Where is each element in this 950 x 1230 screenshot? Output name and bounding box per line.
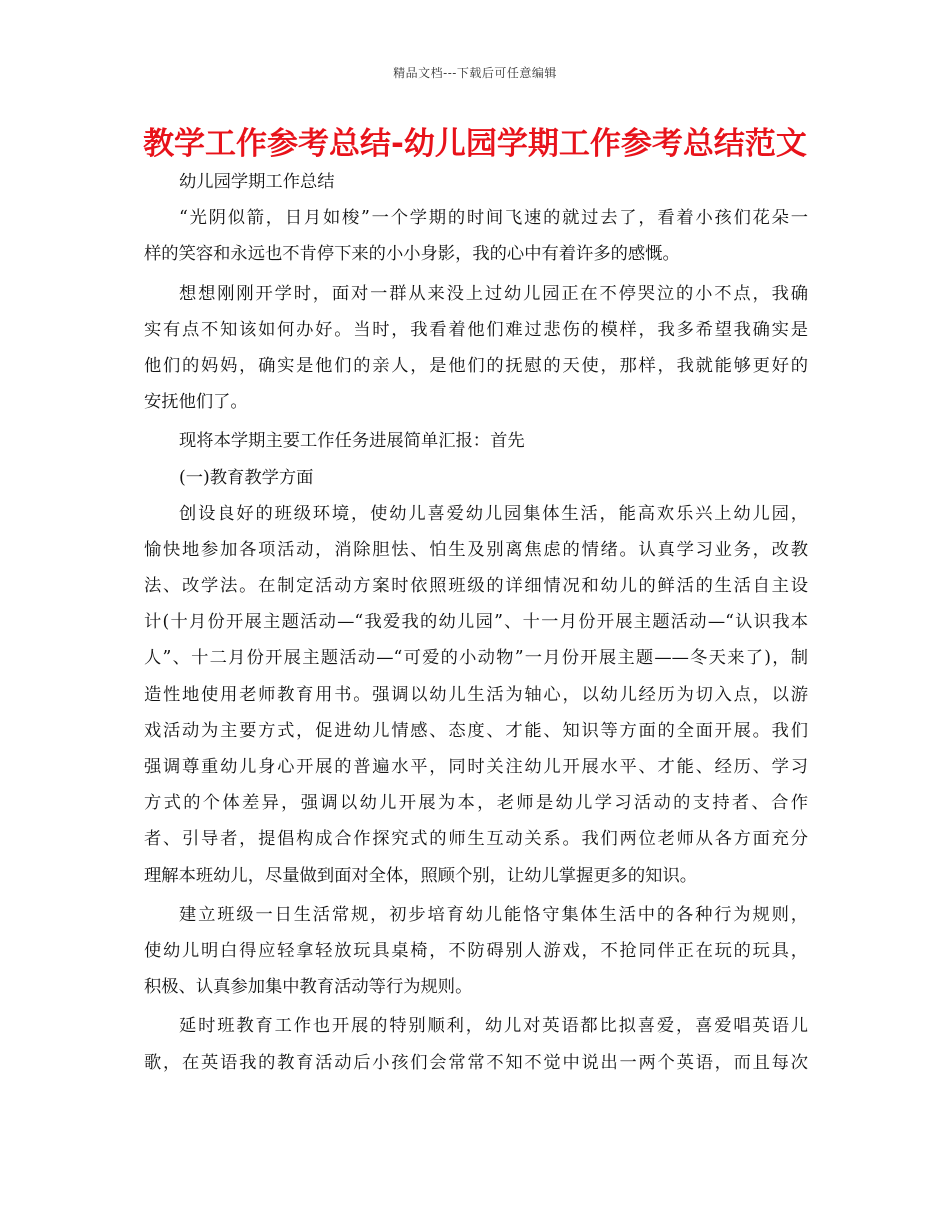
paragraph-line: 样的笑容和永远也不肯停下来的小小身影，我的心中有着许多的感慨。 (144, 244, 680, 265)
document-body (144, 164, 808, 1081)
paragraph-line: 强调尊重幼儿身心开展的普遍水平，同时关注幼儿开展水平、才能、经历、学习 (144, 757, 808, 777)
paragraph-line: 使幼儿明白得应轻拿轻放玩具桌椅，不防碍别人游戏，不抢同伴正在玩的玩具， (144, 940, 808, 961)
document-title: 教学工作参考总结-幼儿园学期工作参考总结范文 (143, 126, 807, 162)
section-heading: 幼儿园学期工作总结 (179, 172, 335, 192)
paragraph-line: 歌，在英语我的教育活动后小孩们会常常不知不觉中说出一两个英语，而且每次 (144, 1052, 808, 1073)
section-heading: (一)教育教学方面 (179, 467, 314, 488)
paragraph-line: 创设良好的班级环境，使幼儿喜爱幼儿园集体生活，能高欢乐兴上幼儿园， (179, 503, 808, 524)
paragraph-line: 安抚他们了。 (144, 392, 248, 413)
paragraph-line: 现将本学期主要工作任务进展简单汇报：首先 (179, 431, 525, 452)
running-header: 精品文档---下载后可任意编辑 (393, 66, 557, 80)
paragraph-line: 积极、认真参加集中教育活动等行为规则。 (144, 977, 473, 998)
paragraph-line: 他们的妈妈，确实是他们的亲人，是他们的抚慰的天使，那样，我就能够更好的 (144, 355, 808, 376)
paragraph-line: 法、改学法。在制定活动方案时依照班级的详细情况和幼儿的鲜活的生活自主设 (144, 576, 808, 597)
paragraph-line: 方式的个体差异，强调以幼儿开展为本，老师是幼儿学习活动的支持者、合作 (144, 793, 808, 814)
paragraph-line: 人”、十二月份开展主题活动—“可爱的小动物”一月份开展主题——冬天来了)，制 (144, 648, 808, 669)
paragraph-line: 戏活动为主要方式，促进幼儿情感、态度、才能、知识等方面的全面开展。我们 (144, 720, 808, 741)
paragraph-line: 者、引导者，提倡构成合作探究式的师生互动关系。我们两位老师从各方面充分 (144, 829, 808, 850)
paragraph-line: 造性地使用老师教育用书。强调以幼儿生活为轴心，以幼儿经历为切入点，以游 (144, 684, 808, 705)
paragraph-line: 建立班级一日生活常规，初步培育幼儿能恪守集体生活中的各种行为规则， (179, 904, 808, 925)
paragraph-line: “光阴似箭，日月如梭”一个学期的时间飞速的就过去了，看着小孩们花朵一 (179, 208, 808, 229)
paragraph-line: 延时班教育工作也开展的特别顺利，幼儿对英语都比拟喜爱，喜爱唱英语儿 (179, 1016, 808, 1037)
paragraph-line: 理解本班幼儿，尽量做到面对全体，照顾个别，让幼儿掌握更多的知识。 (144, 865, 698, 886)
paragraph-line: 计(十月份开展主题活动—“我爱我的幼儿园”、十一月份开展主题活动—“认识我本 (144, 612, 808, 633)
paragraph-line: 想想刚刚开学时，面对一群从来没上过幼儿园正在不停哭泣的小不点，我确 (179, 283, 808, 304)
paragraph-line: 实有点不知该如何办好。当时，我看着他们难过悲伤的模样，我多希望我确实是 (144, 319, 808, 340)
paragraph-line: 愉快地参加各项活动，消除胆怯、怕生及别离焦虑的情绪。认真学习业务，改教 (144, 539, 808, 560)
